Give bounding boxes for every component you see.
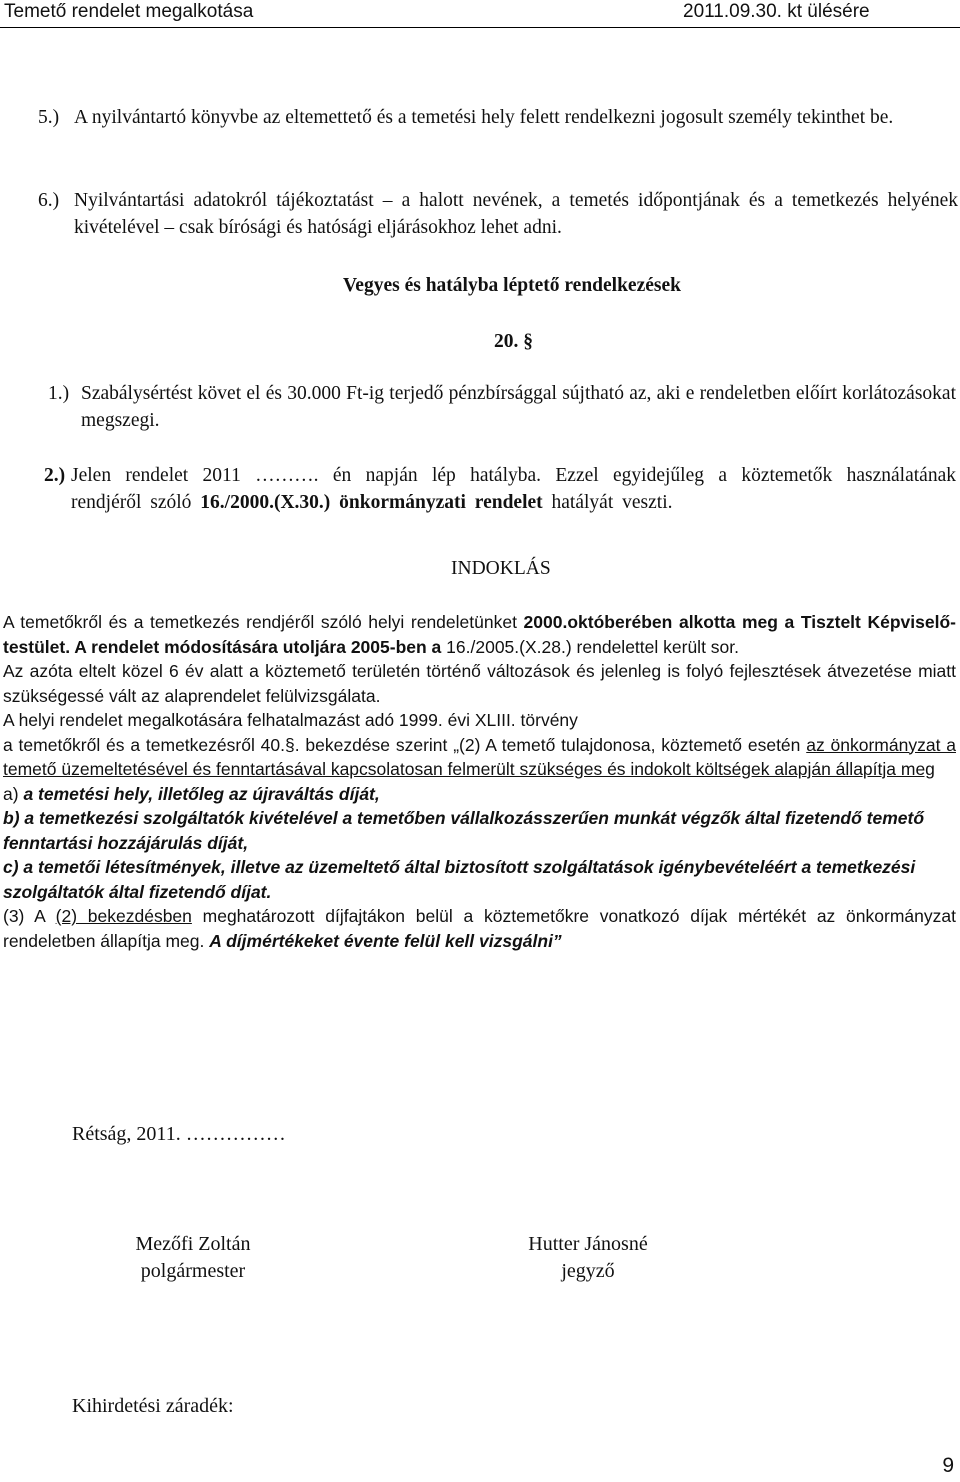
list-item-5: [38, 104, 958, 131]
page-number: 9: [942, 1454, 954, 1477]
closing-clause: Kihirdetési záradék:: [72, 1395, 234, 1417]
item-a-label: a): [3, 783, 19, 804]
header-title: Temető rendelet megalkotása: [4, 1, 254, 22]
list-item-1: [48, 380, 956, 434]
item-number: 5.): [38, 107, 60, 128]
p1-text-c: 16./2005.(X.28.): [446, 636, 572, 657]
list-item-2: [44, 462, 956, 516]
signer-name: Mezőfi Zoltán: [135, 1233, 251, 1255]
p1-text-b: 2000.októberében alkotta meg a Tisztelt Képviselő-testület. A rendelet módosítására utoljára 2005-ben a: [3, 612, 956, 657]
signer-title: jegyző: [561, 1260, 615, 1282]
p4-text-a: a temetőkről és a temetkezésről 40.§. bekezdése szerint „(2) A temető tulajdonosa, köztemető esetén: [3, 734, 801, 755]
signature-left: [90, 1231, 296, 1285]
item-a-text: a temetési hely, illetőleg az újraváltás díját,: [23, 783, 380, 804]
item-text: A nyilvántartó könyvbe az eltemettető és a temetési hely felett rendelkezni jogosult személy tekinthet be.: [74, 107, 894, 128]
indoklas-body: [3, 610, 956, 953]
page-header: [0, 0, 960, 26]
place-date: Rétság, 2011. ……………: [72, 1123, 286, 1145]
signature-right: [488, 1231, 688, 1285]
body-paragraph-1: [3, 610, 956, 659]
item-text: Szabálysértést követ el és 30.000 Ft-ig terjedő pénzbírsággal sújtható az, aki e rendeletben előírt korlátozásokat megszegi.: [81, 383, 956, 431]
item-number: 1.): [48, 383, 70, 404]
p5-text-c: meghatározott díjfajtákon belül a köztemetőkre vonatkozó díjak mértékét az önkormányzat rendeletben állapítja meg.: [3, 906, 956, 951]
item-text-a: Jelen rendelet 2011 ………. én napján lép hatályba.: [71, 465, 542, 486]
paragraph-mark: 20. §: [494, 331, 533, 352]
p5-link: (2) bekezdésben: [55, 906, 192, 926]
body-paragraph-5: [3, 904, 956, 953]
body-item-b: b) a temetkezési szolgáltatók kivételével a temetőben vállalkozásszerűen munkát végzők által fizetendő temető fenntartási hozzájárulás díját,: [3, 808, 925, 853]
item-number: 2.): [44, 465, 66, 486]
signer-name: Hutter Jánosné: [528, 1233, 648, 1255]
header-rule: [0, 27, 960, 28]
signer-title: polgármester: [140, 1260, 246, 1282]
item-text-b: Ezzel egyidejűleg a köztemetők használatának rendjéről szóló: [71, 465, 956, 513]
body-paragraph-2: Az azóta eltelt közel 6 év alatt a köztemető területén történő változások és jelenleg is folyó fejlesztések átvezetése miatt szükségessé vált az alaprendelet felülvizsgálata.: [3, 661, 956, 706]
p5-text-a: (3) A: [3, 906, 45, 926]
item-text-d: hatályát veszti.: [551, 492, 673, 513]
body-paragraph-3: A helyi rendelet megalkotására felhatalmazást adó 1999. évi XLIII. törvény: [3, 710, 578, 730]
header-date: 2011.09.30. kt ülésére: [683, 1, 870, 22]
body-paragraph-4: [3, 733, 956, 782]
p4-text-b: az önkormányzat a temető üzemeltetésével és fenntartásával kapcsolatosan felmerült szükséges és indokolt költségek alapján állapítja meg: [3, 734, 956, 779]
item-text: [71, 462, 956, 516]
indoklas-title: INDOKLÁS: [451, 558, 551, 579]
p5-text-d: A díjmértékeket évente felül kell vizsgálni”: [209, 930, 562, 951]
body-item-a: [3, 782, 956, 807]
item-text: Nyilvántartási adatokról tájékoztatást – a halott nevének, a temetés időpontjának és a temetkezés helyének kivételével – csak bírósági és hatósági eljárásokhoz lehet adni.: [74, 190, 958, 238]
section-title: Vegyes és hatályba léptető rendelkezések: [343, 275, 681, 296]
p1-text-d: rendelettel került sor.: [576, 636, 739, 657]
item-text-c: 16./2000.(X.30.) önkormányzati rendelet: [200, 492, 543, 513]
item-number: 6.): [38, 190, 60, 211]
body-item-c: c) a temetői létesítmények, illetve az üzemeltető által biztosított szolgáltatások igénybevételéért a temetkezési szolgáltatók által fizetendő díjat.: [3, 857, 916, 902]
p1-text-a: A temetőkről és a temetkezés rendjéről szóló helyi rendeletünket: [3, 612, 517, 632]
list-item-6: [38, 187, 958, 241]
